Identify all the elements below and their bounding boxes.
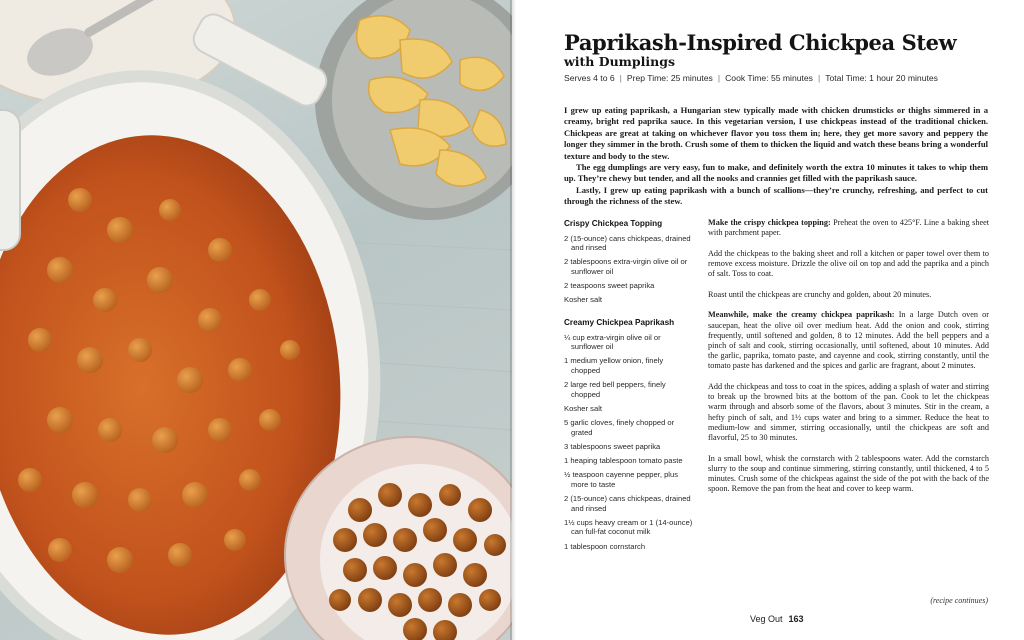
ingredient-item: Kosher salt (564, 295, 602, 305)
ingredient-item: Kosher salt (564, 403, 602, 413)
ingredient-item: ¼ cup extra-virgin olive oil or sunflower oil (564, 332, 661, 352)
meta-separator: | (717, 73, 721, 83)
method-step (708, 249, 989, 280)
method-steps (708, 218, 989, 505)
recipe-page (516, 0, 1024, 640)
ingredient-item: 5 garlic cloves, finely chopped or grated (564, 418, 675, 437)
meta-separator: | (817, 73, 821, 83)
ingredient-item: 1½ cups heavy cream or 1 (14-ounce) can full-fat coconut milk (564, 517, 693, 537)
intro-paragraph: The egg dumplings are very easy, fun to make, and definitely worth the extra 10 minutes it takes to whip them up. They’re chewy but tender, and all the nooks and crannies get filled with the paprikash sauce. (564, 162, 988, 184)
prep-time: Prep Time: 25 minutes (626, 73, 713, 83)
ingredient-item: ½ teaspoon cayenne pepper, plus more to taste (564, 470, 678, 489)
recipe-intro (564, 105, 988, 208)
total-time: Total Time: 1 hour 20 minutes (825, 73, 938, 83)
intro-paragraph: I grew up eating paprikash, a Hungarian stew typically made with chicken drumsticks or thighs simmered in a creamy, bright red paprika sauce. In this vegetarian version, I use chickpeas instead of the traditional chicken. Chickpeas are great at taking on whichever flavor you toss them in; here, they get more savory and peppery the longer they simmer in the broth. Crush some of them to thicken the liquid and watch these beans bring a wonderful texture and body to the stew. (564, 105, 988, 161)
step-lead: Make the crispy chickpea topping: (708, 218, 831, 227)
recipe-meta (564, 73, 938, 83)
step-text: In a large Dutch oven or saucepan, heat the olive oil over medium heat. Add the onion and cook, stirring frequently, until softened and golden, 8 to 12 minutes. Add the bell peppers and a pinch of salt and cook, stirring occasionally, until softened, about 10 minutes. Add the garlic, paprika, tomato paste, and cayenne and cook, stirring constantly, until the tomato paste has darkened and the spices and garlic are fragrant, about 2 minutes. (708, 310, 990, 371)
ingredient-item: 2 (15-ounce) cans chickpeas, drained and rinsed (564, 494, 691, 513)
recipe-subtitle: with Dumplings (564, 54, 675, 69)
step-text: Add the chickpeas and toss to coat in the spices, adding a splash of water and stirring to break up the browned bits at the bottom of the pan. Cook to let the chickpeas warm through and absorb some of the flavors, about 3 minutes. Stir in the cream, a hefty pinch of salt, and 1½ cups water and bring to a simmer. Reduce the heat to medium-low and simmer, stirring occasionally, until the chickpeas are soft and flavorful, 25 to 30 minutes. (708, 382, 989, 443)
ingredient-item: 2 (15-ounce) cans chickpeas, drained and rinsed (564, 233, 691, 253)
book-title: Veg Out (750, 614, 783, 624)
page-footer (750, 614, 804, 624)
ingredient-item: 3 tablespoons sweet paprika (564, 441, 661, 451)
method-step (708, 382, 989, 443)
meta-separator: | (619, 73, 622, 83)
ingredient-item: 1 heaping tablespoon tomato paste (564, 456, 683, 466)
servings: Serves 4 to 6 (564, 73, 615, 83)
step-text: Preheat the oven to 425°F. Line a baking sheet with parchment paper. (708, 218, 989, 238)
method-step (708, 310, 989, 371)
step-text: Add the chickpeas to the baking sheet and roll a kitchen or paper towel over them to remove excess moisture. Drizzle the olive oil on top and add the paprika and a pinch of salt. Toss to coat. (708, 248, 989, 279)
method-step (708, 454, 989, 495)
method-step (708, 218, 989, 238)
paprikash-heading: Creamy Chickpea Paprikash (564, 317, 675, 327)
ingredient-item: 2 teaspoons sweet paprika (564, 281, 655, 291)
cook-time: Cook Time: 55 minutes (725, 73, 813, 83)
ingredient-item: 1 medium yellow onion, finely chopped (564, 356, 664, 375)
method-step (708, 290, 989, 300)
step-text: In a small bowl, whisk the cornstarch with 2 tablespoons water. Add the cornstarch slurry to the soup and continue simmering, stirring constantly, until thickened, 4 to 5 minutes. Crush some of the chickpeas against the side of the pot with the back of the spoon. Remove the pan from the heat and cover to keep warm. (708, 453, 989, 494)
page-number: 163 (788, 614, 804, 624)
step-lead: Meanwhile, make the creamy chickpea paprikash: (708, 310, 895, 320)
topping-heading: Crispy Chickpea Topping (564, 219, 663, 228)
ingredient-item: 1 tablespoon cornstarch (564, 541, 646, 551)
recipe-continues-note: (recipe continues) (930, 596, 988, 605)
intro-paragraph: Lastly, I grew up eating paprikash with a bunch of scallions—they’re crunchy, refreshing, and perfect to cut through the richness of the stew. (564, 184, 988, 207)
ingredient-item: 2 large red bell peppers, finely chopped (564, 380, 666, 399)
recipe-title: Paprikash-Inspired Chickpea Stew (564, 30, 957, 55)
ingredient-list (564, 219, 694, 556)
step-text: Roast until the chickpeas are crunchy and golden, about 20 minutes. (708, 289, 932, 299)
ingredient-item: 2 tablespoons extra-virgin olive oil or sunflower oil (564, 257, 688, 276)
